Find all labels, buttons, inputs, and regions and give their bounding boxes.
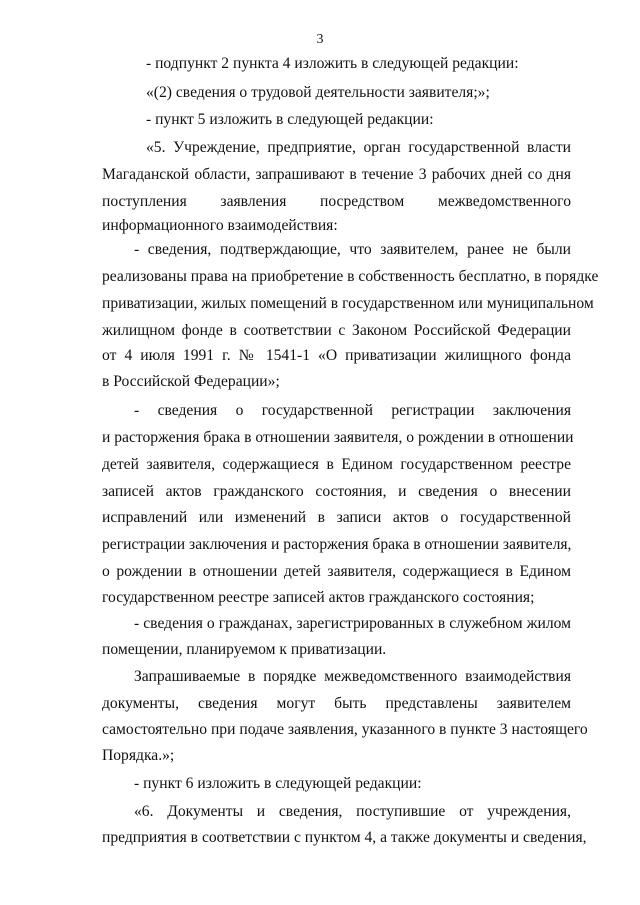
text-line: исправлений или изменений в записи актов о государственной	[102, 509, 571, 526]
text-line: «5. Учреждение, предприятие, орган государственной власти	[146, 139, 571, 156]
text-line: поступления заявления посредством межведомственного	[102, 193, 571, 210]
text-line: - сведения о государственной регистрации заключения	[134, 402, 571, 419]
text-line: детей заявителя, содержащиеся в Едином государственном реестре	[102, 456, 571, 473]
text-line: реализованы права на приобретение в собственность бесплатно, в порядке	[102, 268, 599, 285]
text-line: документы, сведения могут быть представлены заявителем	[102, 695, 571, 712]
text-line: - пункт 5 изложить в следующей редакции:	[146, 111, 434, 128]
text-line: самостоятельно при подаче заявления, указанного в пункте 3 настоящего	[102, 721, 588, 738]
text-line: - сведения о гражданах, зарегистрированных в служебном жилом	[134, 615, 571, 632]
text-line: от 4 июля 1991 г. № 1541-1 «О приватизации жилищного фонда	[102, 347, 571, 364]
page-number: 3	[316, 32, 324, 47]
text-line: приватизации, жилых помещений в государственном или муниципальном	[102, 295, 594, 312]
text-line: Магаданской области, запрашивают в течение 3 рабочих дней со дня	[102, 166, 571, 183]
text-line: Запрашиваемые в порядке межведомственного взаимодействия	[134, 668, 571, 685]
text-line: - сведения, подтверждающие, что заявителем, ранее не были	[134, 241, 571, 258]
text-line: записей актов гражданского состояния, и сведения о внесении	[102, 483, 571, 500]
text-line: государственном реестре записей актов гражданского состояния;	[102, 589, 535, 606]
text-line: помещении, планируемом к приватизации.	[102, 641, 387, 658]
text-line: регистрации заключения и расторжения брака в отношении заявителя,	[102, 536, 572, 553]
text-line: предприятия в соответствии с пунктом 4, а также документы и сведения,	[102, 829, 587, 846]
text-line: «6. Документы и сведения, поступившие от учреждения,	[134, 803, 571, 820]
text-line: в Российской Федерации»;	[102, 373, 280, 390]
text-line: - подпункт 2 пункта 4 изложить в следующей редакции:	[146, 55, 519, 72]
text-line: о рождении в отношении детей заявителя, содержащиеся в Едином	[102, 563, 571, 580]
text-line: и расторжения брака в отношении заявителя, о рождении в отношении	[102, 429, 574, 446]
text-line: «(2) сведения о трудовой деятельности заявителя;»;	[146, 84, 490, 101]
text-line: жилищном фонде в соответствии с Законом Российской Федерации	[102, 322, 571, 339]
text-line: Порядка.»;	[102, 747, 175, 764]
text-line: информационного взаимодействия:	[102, 217, 338, 234]
text-line: - пункт 6 изложить в следующей редакции:	[134, 775, 422, 792]
